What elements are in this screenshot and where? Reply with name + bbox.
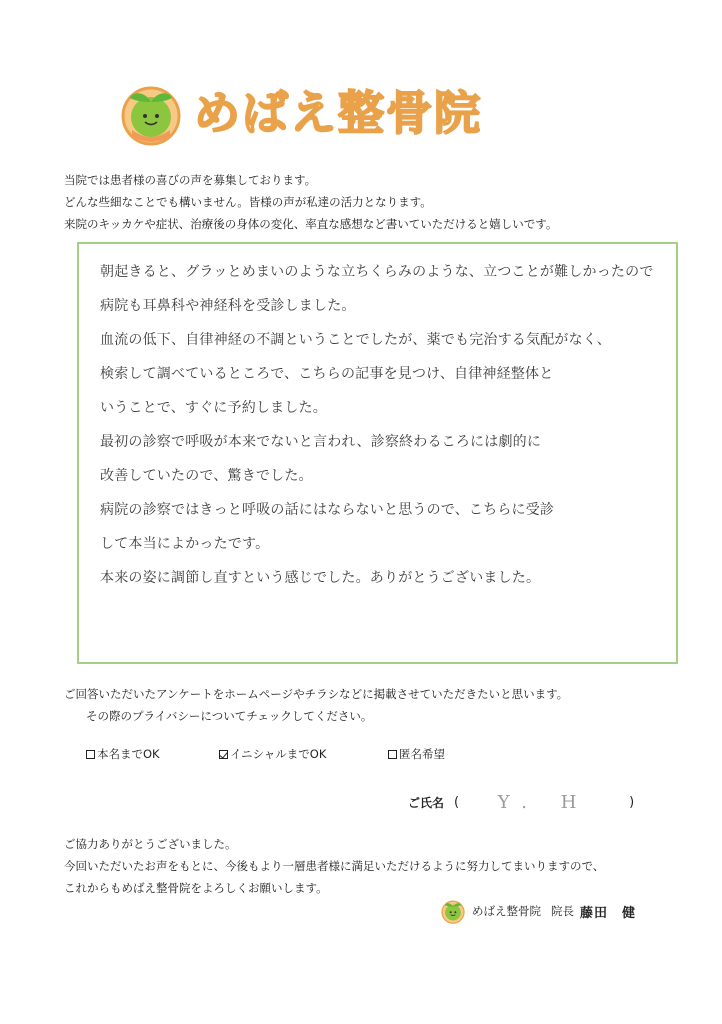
logo-text: めばえ整骨院 xyxy=(194,86,482,140)
signature-given-name: 健 xyxy=(622,905,636,921)
clinic-logo xyxy=(118,80,482,146)
option-anonymous[interactable] xyxy=(388,746,445,762)
close-paren: ) xyxy=(629,795,635,810)
handwritten-line: 血流の低下、自律神経の不調ということでしたが、薬でも完治する気配がなく、 xyxy=(100,332,611,348)
name-value[interactable]: Y. H xyxy=(497,792,591,813)
intro-line: 当院では患者様の喜びの声を募集しております。 xyxy=(64,173,317,187)
handwritten-comment xyxy=(100,255,660,595)
privacy-prompt-line: その際のプライバシーについてチェックしてください。 xyxy=(86,709,373,723)
option-label: イニシャルまでOK xyxy=(230,747,327,761)
checkbox-checked-icon[interactable] xyxy=(219,750,228,759)
handwritten-line: 検索して調べているところで、こちらの記事を見つけ、自律神経整体と xyxy=(100,366,554,382)
handwritten-line: して本当によかったです。 xyxy=(100,536,270,552)
handwritten-line: 最初の診察で呼吸が本来でないと言われ、診察終わるころには劇的に xyxy=(100,434,542,450)
privacy-prompt xyxy=(64,683,568,727)
name-field xyxy=(408,792,634,813)
option-label: 匿名希望 xyxy=(399,747,445,761)
sprout-apple-small-icon xyxy=(440,898,466,924)
handwritten-line: いうことで、すぐに予約しました。 xyxy=(100,400,327,416)
checkbox-unchecked-icon[interactable] xyxy=(388,750,397,759)
closing-line: これからもめばえ整骨院をよろしくお願いします。 xyxy=(64,881,328,895)
sprout-apple-icon xyxy=(118,80,184,146)
name-label: ご氏名 xyxy=(408,796,445,810)
handwritten-line: 病院の診察ではきっと呼吸の話にはならないと思うので、こちらに受診 xyxy=(100,502,555,518)
signature-title: 院長 xyxy=(551,904,574,918)
option-initials[interactable] xyxy=(219,746,326,762)
checkbox-unchecked-icon[interactable] xyxy=(86,750,95,759)
signature-clinic: めばえ整骨院 xyxy=(472,904,541,918)
handwritten-line: 本来の姿に調節し直すという感じでした。ありがとうございました。 xyxy=(100,570,541,586)
signature xyxy=(440,898,635,924)
handwritten-line: 病院も耳鼻科や神経科を受診しました。 xyxy=(100,298,356,314)
open-paren: ( xyxy=(454,795,460,810)
intro-text xyxy=(64,169,557,235)
handwritten-line: 朝起きると、グラッとめまいのような立ちくらみのような、立つことが難しかったので xyxy=(100,264,654,280)
closing-line: ご協力ありがとうございました。 xyxy=(64,837,237,851)
option-label: 本名までOK xyxy=(97,747,160,761)
option-real-name[interactable] xyxy=(86,746,160,762)
closing-line: 今回いただいたお声をもとに、今後もより一層患者様に満足いただけるように努力してまいりますので、 xyxy=(64,859,605,873)
intro-line: どんな些細なことでも構いません。皆様の声が私達の活力となります。 xyxy=(64,195,432,209)
intro-line: 来院のキッカケや症状、治療後の身体の変化、率直な感想など書いていただけると嬉しいです。 xyxy=(64,217,558,231)
closing-text xyxy=(64,833,604,899)
signature-surname: 藤田 xyxy=(580,905,609,921)
handwritten-line: 改善していたので、驚きでした。 xyxy=(100,468,313,484)
privacy-prompt-line: ご回答いただいたアンケートをホームページやチラシなどに掲載させていただきたいと思います。 xyxy=(64,687,569,701)
